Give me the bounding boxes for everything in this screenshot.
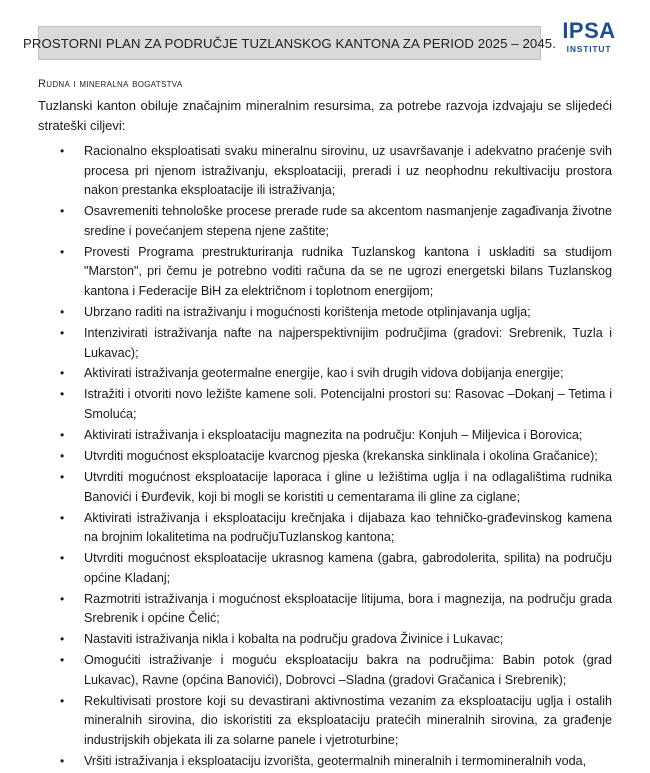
logo-main-text: IPSA — [562, 18, 616, 43]
bullet-icon: • — [60, 470, 65, 485]
bullet-icon: • — [60, 366, 65, 381]
list-item — [60, 202, 612, 241]
section-heading: Rudna i mineralna bogatstva — [38, 78, 183, 90]
list-item — [60, 549, 612, 588]
list-item-text: Provesti Programa prestrukturiranja rudnika Tuzlanskog kantona i uskladiti sa studijom "Marston", pri čemu je potrebno voditi računa da se ne ugrozi energetski bilans Tuzlanskog kantona i Federacije BiH za električnom i toplotnom energijom; — [84, 244, 612, 298]
list-item — [60, 468, 612, 507]
list-item-text: Ubrzano raditi na istraživanju i mogućnosti korištenja metode otplinjavanja uglja; — [84, 304, 531, 319]
list-item — [60, 590, 612, 629]
list-item — [60, 303, 612, 323]
list-item — [60, 324, 612, 363]
bullet-icon: • — [60, 591, 65, 606]
list-item-text: Vršiti istraživanja i eksploataciju izvorišta, geotermalnih mineralnih i termomineralnih voda, — [84, 754, 587, 769]
list-item — [60, 752, 612, 772]
bullet-icon: • — [60, 325, 65, 340]
list-item-text: Utvrditi mogućnost eksploatacije kvarcnog pjeska (krekanska sinklinala i okolina Gračanice); — [84, 449, 598, 464]
list-item — [60, 630, 612, 650]
list-item-text: Utvrditi mogućnost eksploatacije laporaca i gline u ležištima uglja i na odlagalištima rudnika Banovići i Đurđevik, koji bi mogli se koristiti u cementarama ili gline za ciglane; — [84, 470, 612, 504]
bullet-icon: • — [60, 653, 65, 668]
list-item — [60, 426, 612, 446]
page-title: PROSTORNI PLAN ZA PODRUČJE TUZLANSKOG KANTONA ZA PERIOD 2025 – 2045. — [23, 35, 557, 51]
list-item — [60, 243, 612, 302]
bullet-icon: • — [60, 754, 65, 769]
bullet-icon: • — [60, 449, 65, 464]
logo-sub-text: INSTITUT — [566, 44, 612, 54]
list-item-text: Aktivirati istraživanja i eksploataciju krečnjaka i dijabaza kao tehničko-građevinskog kamena na brojnim lokalitetima na područjuTuzlanskog kantona; — [84, 510, 612, 545]
list-item-text: Aktivirati istraživanja i eksploataciju magnezita na području: Konjuh – Miljevica i Borovica; — [84, 428, 583, 443]
list-item-text: Osavremeniti tehnološke procese prerade rude sa akcentom nasmanjenje zagađivanja životne sredine i povećanjem stepena njene zaštite; — [84, 204, 612, 238]
list-item-text: Rekultivisati prostore koji su devastirani aktivnostima vezanim za eksploataciju uglja i ostalih mineralnih sirovina, dio iskoristiti za eksploataciju pratećih mineralnih sirovina, za građenje industrijskih objekata ili za solarne panele i vjetroturbine; — [84, 693, 612, 748]
list-item-text: Intenzivirati istraživanja nafte na najperspektivnijim područjima (gradovi: Srebrenik, Tuzla i Lukavac); — [84, 325, 612, 360]
bullet-icon: • — [60, 387, 65, 402]
bullet-icon: • — [60, 510, 65, 525]
list-item — [60, 447, 612, 467]
bullet-icon: • — [60, 204, 65, 219]
bullet-icon: • — [60, 551, 65, 566]
list-item-text: Aktivirati istraživanja geotermalne energije, kao i svih drugih vidova dobijanja energije; — [84, 366, 564, 381]
header-bar — [23, 26, 557, 60]
bullet-icon: • — [60, 244, 65, 259]
list-item-text: Racionalno eksploatisati svaku mineralnu sirovinu, uz usavršavanje i adekvatno praćenje svih procesa pri njenom istraživanju, eksploataciji, preradi i uz neophodnu rekultivaciju prostora nakon prestanka eksploatacije ili istraživanja; — [84, 144, 612, 198]
objectives-list — [60, 142, 612, 773]
list-item — [60, 651, 612, 690]
bullet-icon: • — [60, 304, 65, 319]
list-item-text: Utvrditi mogućnost eksploatacije ukrasnog kamena (gabra, gabrodolerita, spilita) na području općine Kladanj; — [84, 551, 612, 585]
list-item — [60, 509, 612, 548]
list-item-text: Razmotriti istraživanja i mogućnost eksploatacije litijuma, bora i magnezija, na području grada Srebrenik i općine Čelić; — [84, 591, 612, 626]
intro-paragraph: Tuzlanski kanton obiluje značajnim mineralnim resursima, za potrebe razvoja izdvajaju se slijedeći strateški ciljevi: — [38, 98, 612, 133]
bullet-icon: • — [60, 428, 65, 443]
list-item-text: Nastaviti istraživanja nikla i kobalta na području gradova Živinice i Lukavac; — [84, 632, 504, 647]
bullet-icon: • — [60, 144, 65, 158]
list-item — [60, 692, 612, 751]
list-item — [60, 385, 612, 424]
list-item-text: Omogućiti istraživanje i moguću eksploataciju bakra na područjima: Babin potok (grad Lukavac), Ravne (općina Banovići), Dobrovci –Sladna (gradovi Gračanica i Srebrenik); — [84, 653, 612, 687]
ipsa-logo — [552, 20, 626, 60]
list-item — [60, 142, 612, 201]
list-item — [60, 364, 612, 384]
list-item-text: Istražiti i otvoriti novo ležište kamene soli. Potencijalni prostori su: Rasovac –Dokanj – Tetima i Smoluća; — [84, 387, 612, 422]
bullet-icon: • — [60, 632, 65, 647]
bullet-icon: • — [60, 693, 65, 708]
